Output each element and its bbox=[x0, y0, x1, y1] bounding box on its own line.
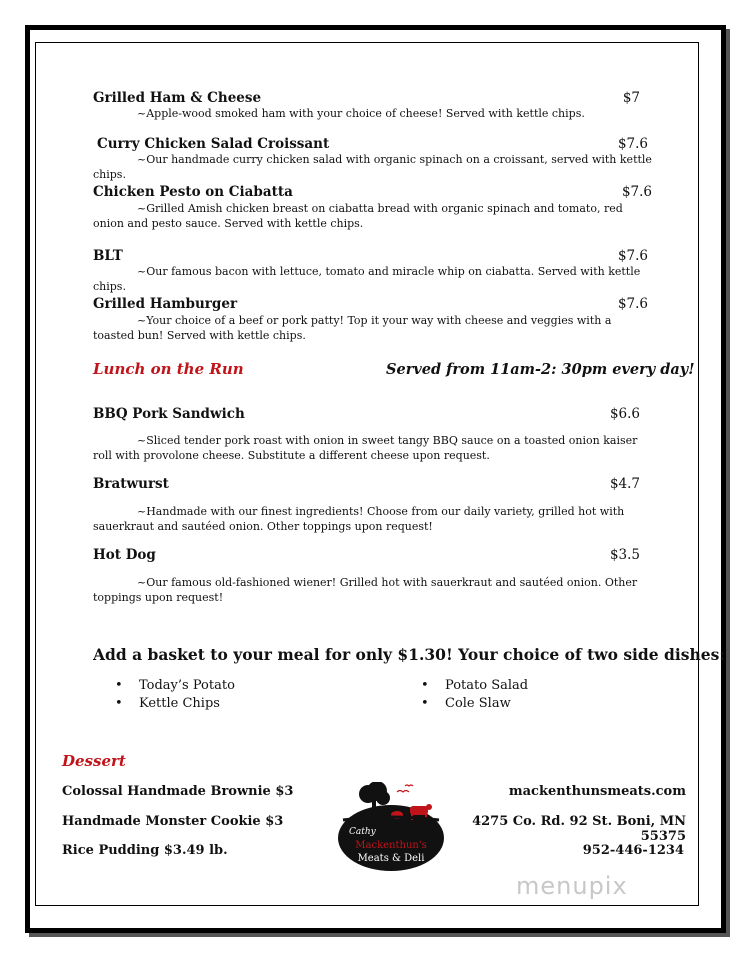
item-price: $7.6 bbox=[617, 248, 648, 264]
item-price: $7.6 bbox=[617, 296, 648, 312]
dessert-title: Dessert bbox=[62, 752, 126, 770]
item-description: ~Your choice of a beef or pork patty! Top it your way with cheese and veggies with a toasted bun! Served with kettle chips. bbox=[93, 314, 612, 342]
website-link[interactable]: mackenthunsmeats.com bbox=[508, 784, 686, 799]
side-dish-item: • Today’s Potato bbox=[115, 678, 235, 693]
dessert-item: Rice Pudding $3.49 lb. bbox=[62, 843, 228, 858]
item-description: ~Sliced tender pork roast with onion in sweet tangy BBQ sauce on a toasted onion kaiser roll with provolone cheese. Substitute a different cheese upon request. bbox=[93, 434, 638, 462]
side-dish-item: • Potato Salad bbox=[421, 678, 529, 693]
side-dish-item: • Cole Slaw bbox=[421, 696, 511, 711]
phone-number[interactable]: 952-446-1234 bbox=[582, 843, 684, 858]
item-price: $4.7 bbox=[609, 476, 640, 492]
lunch-served-hours: Served from 11am-2: 30pm every day! bbox=[386, 361, 695, 378]
item-name: Curry Chicken Salad Croissant bbox=[97, 136, 330, 152]
bird-icon bbox=[397, 791, 409, 793]
item-description: ~Apple-wood smoked ham with your choice of cheese! Served with kettle chips. bbox=[137, 107, 585, 120]
logo-text-deli: Meats & Deli bbox=[357, 853, 425, 864]
item-description: ~Our famous old-fashioned wiener! Grilled hot with sauerkraut and sautéed onion. Other toppings upon request! bbox=[93, 576, 638, 604]
item-description: ~Our famous bacon with lettuce, tomato and miracle whip on ciabatta. Served with kettle chips. bbox=[93, 265, 641, 293]
item-description: ~Handmade with our finest ingredients! Choose from our daily variety, grilled hot with sauerkraut and sautéed onion. Other toppings upon request! bbox=[93, 505, 625, 533]
item-price: $7 bbox=[622, 90, 640, 106]
item-description: ~Our handmade curry chicken salad with organic spinach on a croissant, served with kettle chips. bbox=[93, 153, 652, 181]
item-price: $3.5 bbox=[609, 547, 640, 563]
logo-text-name: Mackenthun's bbox=[355, 840, 427, 851]
store-logo bbox=[335, 782, 447, 876]
item-price: $6.6 bbox=[609, 406, 640, 422]
menupix-watermark: menupix bbox=[516, 872, 628, 900]
item-name: Grilled Hamburger bbox=[93, 296, 238, 312]
item-name: BBQ Pork Sandwich bbox=[93, 406, 245, 422]
item-name: Bratwurst bbox=[93, 476, 169, 492]
item-name: Grilled Ham & Cheese bbox=[93, 90, 262, 106]
basket-headline: Add a basket to your meal for only $1.30! Your choice of two side dishes: bbox=[93, 645, 726, 664]
side-dish-item: • Kettle Chips bbox=[115, 696, 220, 711]
lunch-section-title: Lunch on the Run bbox=[93, 360, 244, 378]
dessert-item: Handmade Monster Cookie $3 bbox=[62, 814, 284, 829]
dessert-item: Colossal Handmade Brownie $3 bbox=[62, 784, 294, 799]
cow-icon bbox=[410, 806, 428, 815]
item-description: ~Grilled Amish chicken breast on ciabatta bread with organic spinach and tomato, red onion and pesto sauce. Served with kettle chips. bbox=[93, 202, 623, 230]
item-name: BLT bbox=[93, 248, 123, 264]
item-price: $7.6 bbox=[617, 136, 648, 152]
item-name: Chicken Pesto on Ciabatta bbox=[93, 184, 293, 200]
store-address: 4275 Co. Rd. 92 St. Boni, MN 55375 bbox=[472, 814, 686, 844]
item-price: $7.6 bbox=[621, 184, 652, 200]
item-name: Hot Dog bbox=[93, 547, 156, 563]
logo-text-cathy: Cathy bbox=[349, 827, 376, 837]
